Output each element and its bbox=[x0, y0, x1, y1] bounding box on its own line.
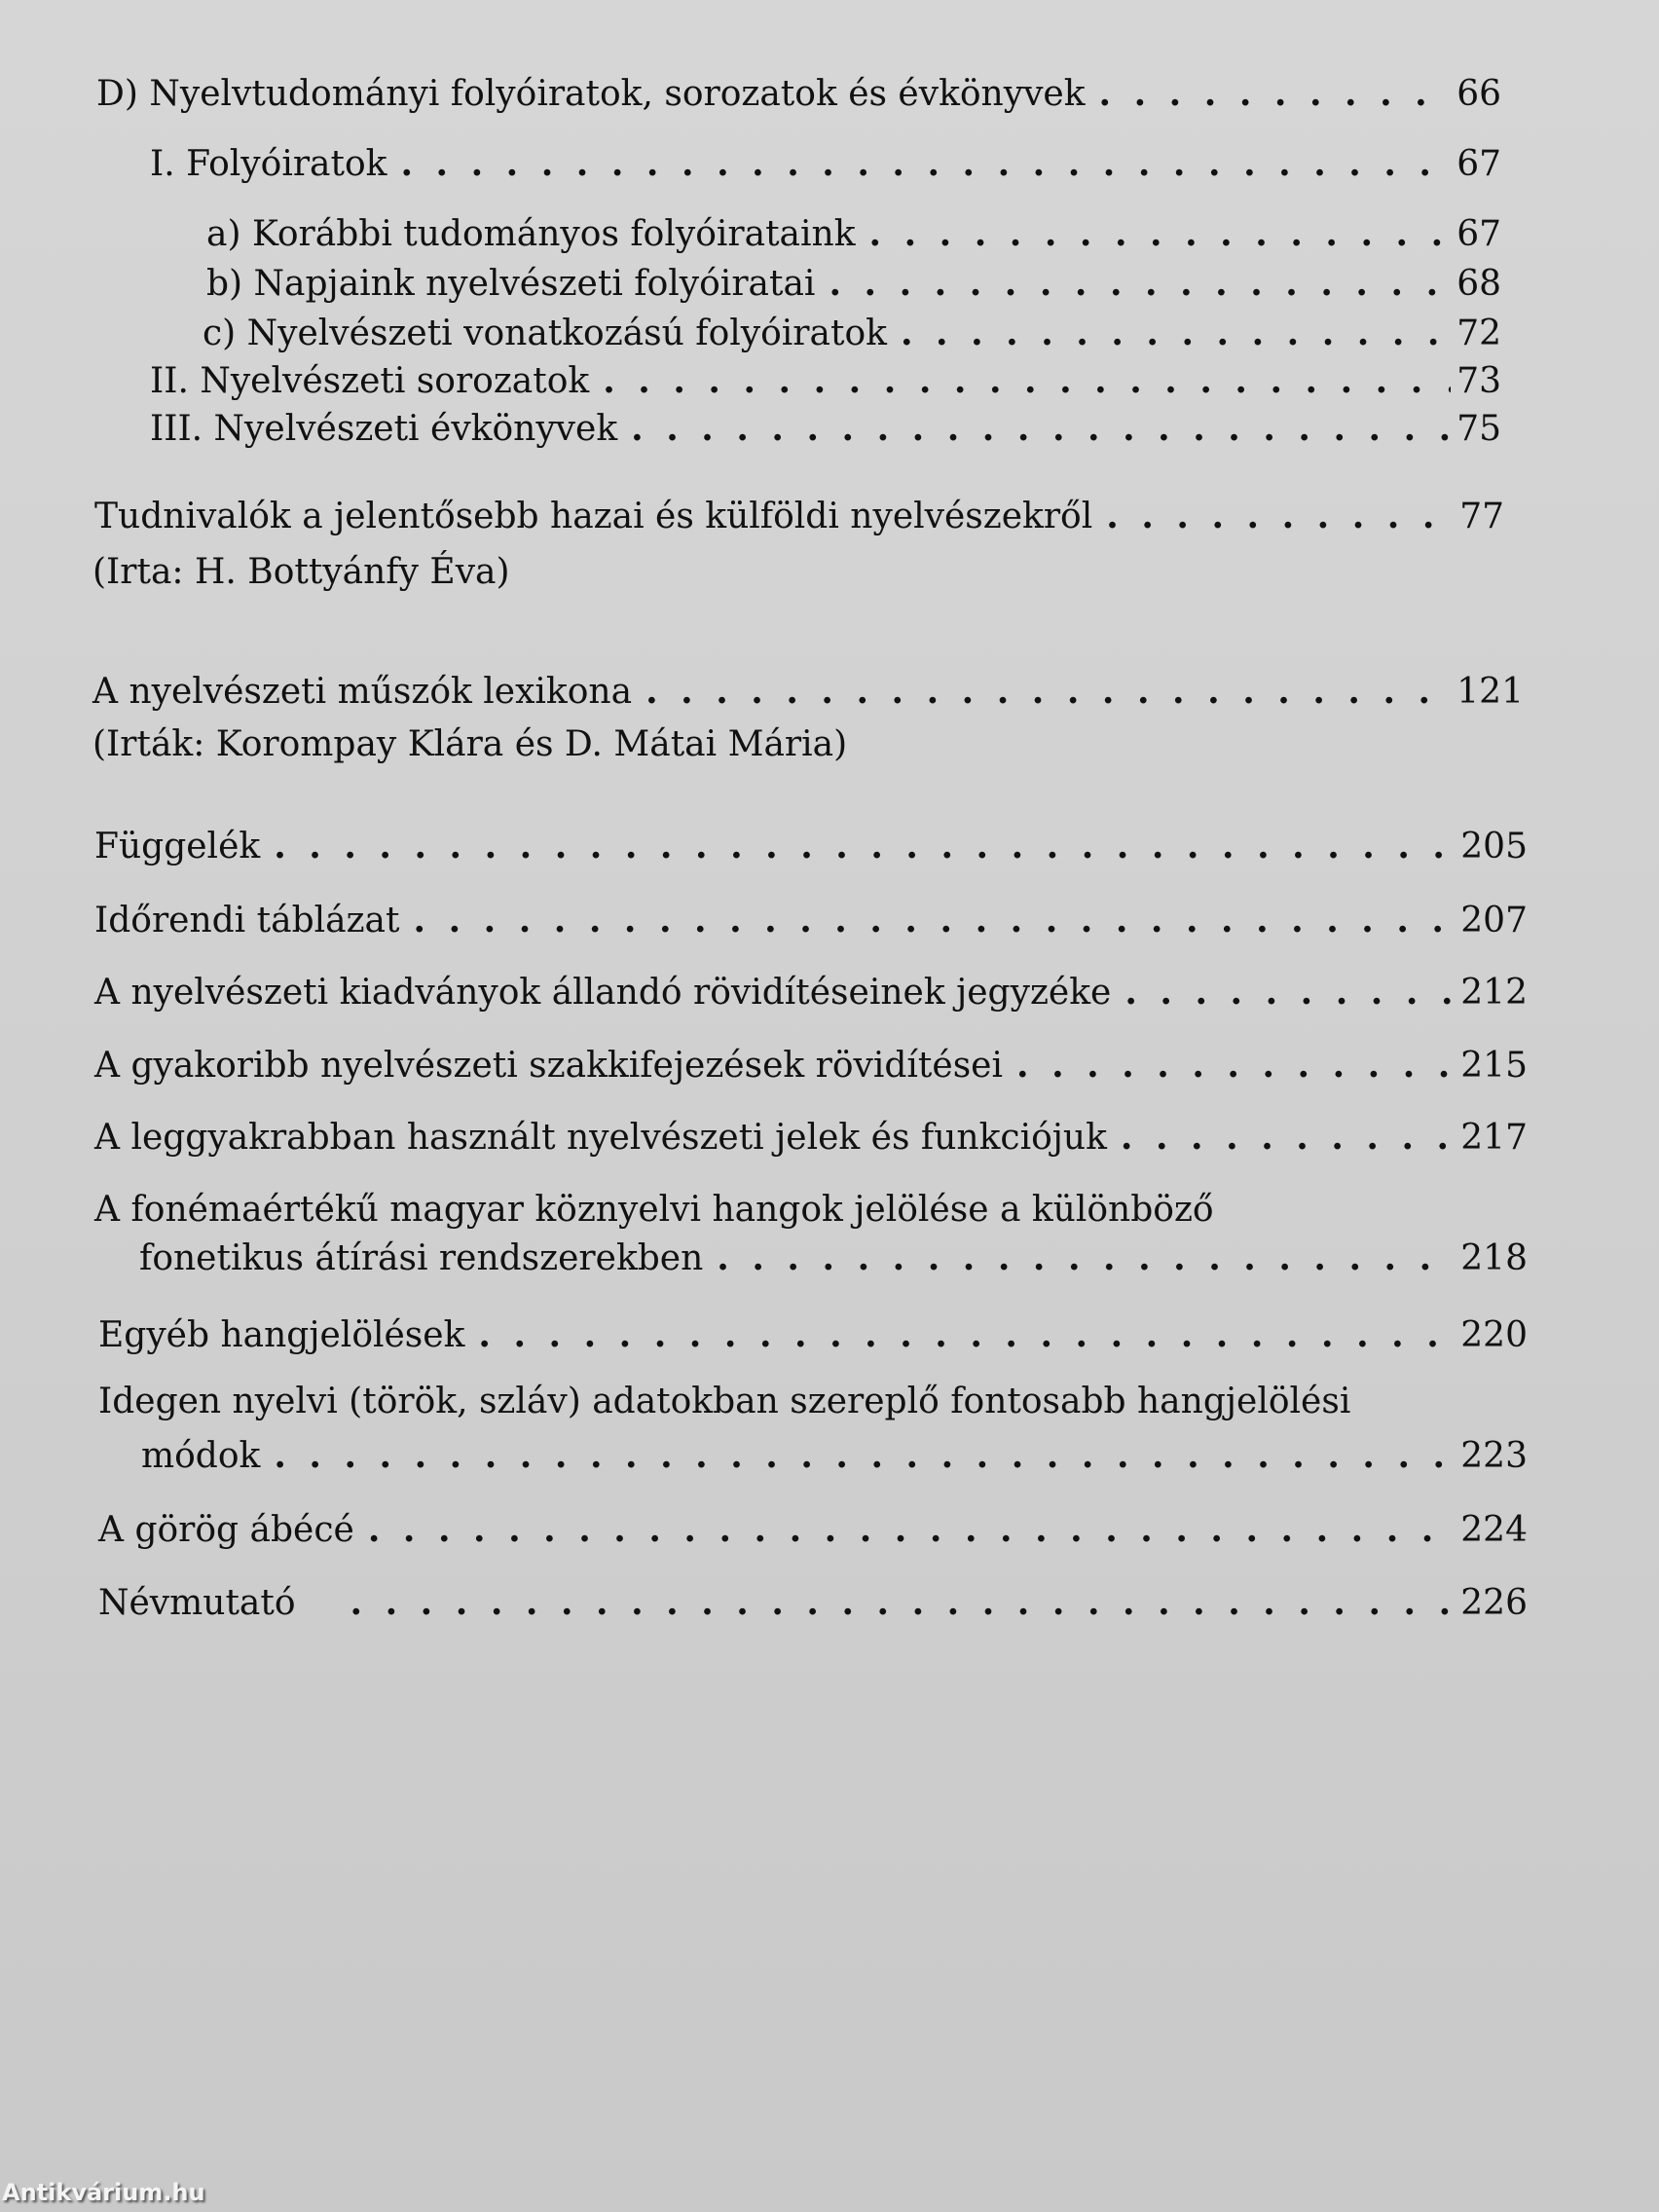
dot-leader bbox=[368, 1508, 1455, 1551]
author-note: (Irták: Korompay Klára és D. Mátai Mária) bbox=[92, 724, 848, 764]
toc-entry bbox=[94, 495, 1504, 538]
toc-entry bbox=[98, 1581, 1528, 1625]
toc-page-number: 224 bbox=[1460, 1510, 1528, 1550]
dot-leader bbox=[414, 899, 1456, 941]
toc-page-number: 205 bbox=[1460, 827, 1528, 866]
toc-page-number: 73 bbox=[1456, 361, 1501, 401]
dot-leader bbox=[1124, 971, 1455, 1014]
toc-entry bbox=[98, 1313, 1528, 1357]
dot-leader bbox=[274, 1434, 1455, 1477]
author-note: (Irta: H. Bottyánfy Éva) bbox=[92, 552, 510, 592]
toc-entry bbox=[141, 1434, 1528, 1478]
toc-page-number: 72 bbox=[1456, 313, 1501, 353]
toc-entry bbox=[98, 1508, 1528, 1552]
dot-leader bbox=[350, 1581, 1456, 1624]
toc-page-number: 223 bbox=[1460, 1436, 1528, 1476]
toc-entry bbox=[150, 142, 1501, 186]
toc-entry bbox=[150, 407, 1501, 451]
toc-title: I. Folyóiratok bbox=[150, 144, 387, 184]
toc-page-number: 77 bbox=[1459, 497, 1504, 536]
watermark-logo: Antikvárium.hu bbox=[2, 2179, 205, 2206]
dot-leader bbox=[631, 407, 1451, 450]
toc-title: Függelék bbox=[94, 827, 261, 866]
toc-entry bbox=[94, 1044, 1528, 1088]
toc-entry bbox=[206, 262, 1501, 306]
toc-entry bbox=[94, 1116, 1528, 1160]
dot-leader bbox=[901, 312, 1451, 354]
dot-leader bbox=[829, 262, 1451, 305]
dot-leader bbox=[645, 670, 1451, 713]
toc-title: a) Korábbi tudományos folyóirataink bbox=[206, 214, 856, 254]
toc-entry bbox=[92, 670, 1524, 714]
toc-entry bbox=[94, 971, 1528, 1014]
toc-title: Időrendi táblázat bbox=[94, 901, 400, 940]
toc-page-number: 212 bbox=[1460, 973, 1528, 1013]
dot-leader bbox=[717, 1236, 1455, 1279]
toc-entry bbox=[94, 825, 1528, 868]
toc-title-continuation: fonetikus átírási rendszerekben bbox=[139, 1238, 704, 1278]
toc-title: II. Nyelvészeti sorozatok bbox=[150, 361, 590, 401]
toc-page-number: 121 bbox=[1456, 672, 1524, 712]
dot-leader bbox=[1016, 1044, 1455, 1087]
toc-title: Névmutató bbox=[98, 1583, 296, 1623]
toc-title: III. Nyelvészeti évkönyvek bbox=[150, 409, 618, 449]
toc-title: D) Nyelvtudományi folyóiratok, sorozatok és évkönyvek bbox=[96, 74, 1086, 114]
dot-leader bbox=[1121, 1116, 1455, 1159]
dot-leader bbox=[478, 1313, 1455, 1356]
toc-page-number: 226 bbox=[1460, 1583, 1528, 1623]
toc-title: A görög ábécé bbox=[98, 1510, 354, 1550]
toc-title: A gyakoribb nyelvészeti szakkifejezések rövidítései bbox=[94, 1046, 1003, 1086]
toc-title: Idegen nyelvi (török, szláv) adatokban szereplő fontosabb hangjelölési bbox=[98, 1382, 1351, 1421]
toc-title: A fonémaértékű magyar köznyelvi hangok jelölése a különböző bbox=[94, 1190, 1214, 1230]
toc-title: A nyelvészeti kiadványok állandó rövidítéseinek jegyzéke bbox=[94, 973, 1112, 1013]
toc-entry bbox=[139, 1236, 1528, 1280]
toc-entry bbox=[96, 72, 1501, 116]
dot-leader bbox=[1106, 495, 1454, 537]
toc-title: A leggyakrabban használt nyelvészeti jelek és funkciójuk bbox=[94, 1118, 1107, 1158]
toc-page-number: 67 bbox=[1456, 214, 1501, 254]
toc-title: Egyéb hangjelölések bbox=[98, 1315, 465, 1355]
dot-leader bbox=[1099, 72, 1452, 115]
toc-page-number: 217 bbox=[1460, 1118, 1528, 1158]
toc-page-number: 68 bbox=[1456, 264, 1501, 304]
toc-title: A nyelvészeti műszók lexikona bbox=[92, 672, 633, 712]
toc-entry bbox=[94, 899, 1528, 942]
toc-title: Tudnivalók a jelentősebb hazai és külföldi nyelvészekről bbox=[94, 497, 1093, 536]
toc-page-number: 220 bbox=[1460, 1315, 1528, 1355]
toc-title: c) Nyelvészeti vonatkozású folyóiratok bbox=[203, 313, 887, 353]
dot-leader bbox=[603, 359, 1451, 402]
toc-page-number: 75 bbox=[1456, 409, 1501, 449]
toc-entry bbox=[206, 212, 1501, 256]
toc-page-number: 67 bbox=[1456, 144, 1501, 184]
toc-entry bbox=[150, 359, 1501, 403]
toc-title-continuation: módok bbox=[141, 1436, 261, 1476]
toc-entry bbox=[203, 312, 1501, 355]
toc-page-number: 218 bbox=[1460, 1238, 1528, 1278]
toc-page-number: 66 bbox=[1456, 74, 1501, 114]
dot-leader bbox=[274, 825, 1455, 867]
dot-leader bbox=[400, 142, 1451, 185]
toc-page-number: 207 bbox=[1460, 901, 1528, 940]
dot-leader bbox=[869, 212, 1452, 255]
toc-page-number: 215 bbox=[1460, 1046, 1528, 1086]
toc-title: b) Napjaink nyelvészeti folyóiratai bbox=[206, 264, 816, 304]
